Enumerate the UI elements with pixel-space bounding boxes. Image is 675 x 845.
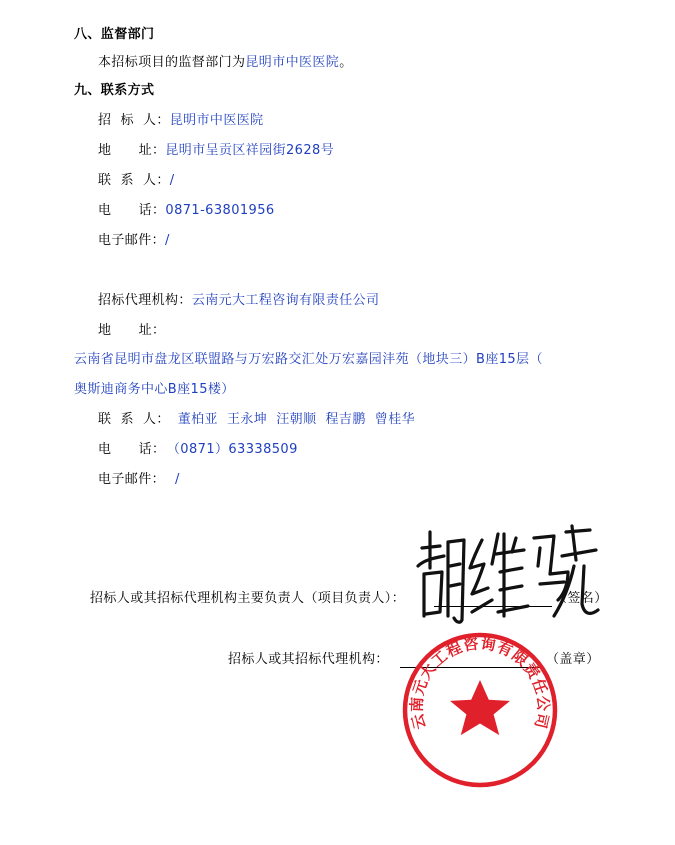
- supervision-suffix: 。: [339, 55, 353, 70]
- agency-contact-row: [98, 411, 415, 429]
- agency-name: 云南元大工程咨询有限责任公司: [191, 293, 380, 308]
- tenderer-phone-row: [98, 202, 275, 220]
- agency-email-label: 电子邮件：: [98, 472, 166, 487]
- agency-phone-label: 电 话：: [98, 442, 166, 457]
- tenderer-contact-row: [98, 172, 175, 190]
- agency-contact-label: 联 系 人：: [98, 412, 170, 427]
- tenderer-address: 昆明市呈贡区祥园街2628号: [165, 143, 335, 158]
- agency-email: /: [175, 472, 180, 487]
- tenderer-address-row: [98, 142, 334, 160]
- agency-phone: （0871）63338509: [173, 442, 298, 457]
- tenderer-phone: 0871-63801956: [165, 203, 275, 218]
- agency-phone-row: [98, 441, 298, 459]
- leader-signature-suffix: （签名）: [554, 591, 608, 606]
- tenderer-phone-label: 电 话：: [98, 203, 166, 218]
- supervision-dept: 昆明市中医医院: [245, 55, 340, 70]
- tenderer-email-row: [98, 232, 170, 250]
- agency-email-row: [98, 471, 180, 489]
- section-9-heading: 九、联系方式: [74, 83, 155, 98]
- agency-address-label: 地 址：: [98, 323, 166, 338]
- handwritten-signature: [400, 520, 600, 630]
- seal-star-icon: [450, 680, 510, 735]
- company-seal: [400, 630, 560, 790]
- agency-address-line2: 奥斯迪商务中心B座15楼）: [74, 382, 235, 397]
- seal-text: 云南元大工程咨询有限责任公司: [407, 634, 553, 732]
- tenderer-name-row: [98, 112, 264, 130]
- agency-contacts: 董柏亚 王永坤 汪朝顺 程吉鹏 曾桂华: [177, 412, 415, 427]
- tenderer-name-label: 招 标 人：: [98, 113, 170, 128]
- tenderer-name: 昆明市中医医院: [169, 113, 264, 128]
- section-8-heading: 八、监督部门: [74, 27, 155, 42]
- org-seal-suffix: （盖章）: [546, 652, 600, 667]
- agency-name-label: 招标代理机构：: [98, 293, 192, 308]
- org-seal-label: 招标人或其招标代理机构：: [228, 652, 389, 667]
- tenderer-address-label: 地 址：: [98, 143, 166, 158]
- tenderer-contact: /: [169, 173, 175, 188]
- agency-name-row: [98, 292, 379, 310]
- agency-address-label-row: [98, 322, 165, 340]
- leader-signature-label: 招标人或其招标代理机构主要负责人（项目负责人）：: [90, 591, 406, 606]
- supervision-prefix: 本招标项目的监督部门为: [98, 55, 246, 70]
- tenderer-email: /: [165, 233, 170, 248]
- tenderer-contact-label: 联 系 人：: [98, 173, 170, 188]
- tenderer-email-label: 电子邮件：: [98, 233, 166, 248]
- section-8-text: [98, 54, 353, 72]
- agency-address-line1: 云南省昆明市盘龙区联盟路与万宏路交汇处万宏嘉园沣苑（地块三）B座15层（: [74, 352, 543, 367]
